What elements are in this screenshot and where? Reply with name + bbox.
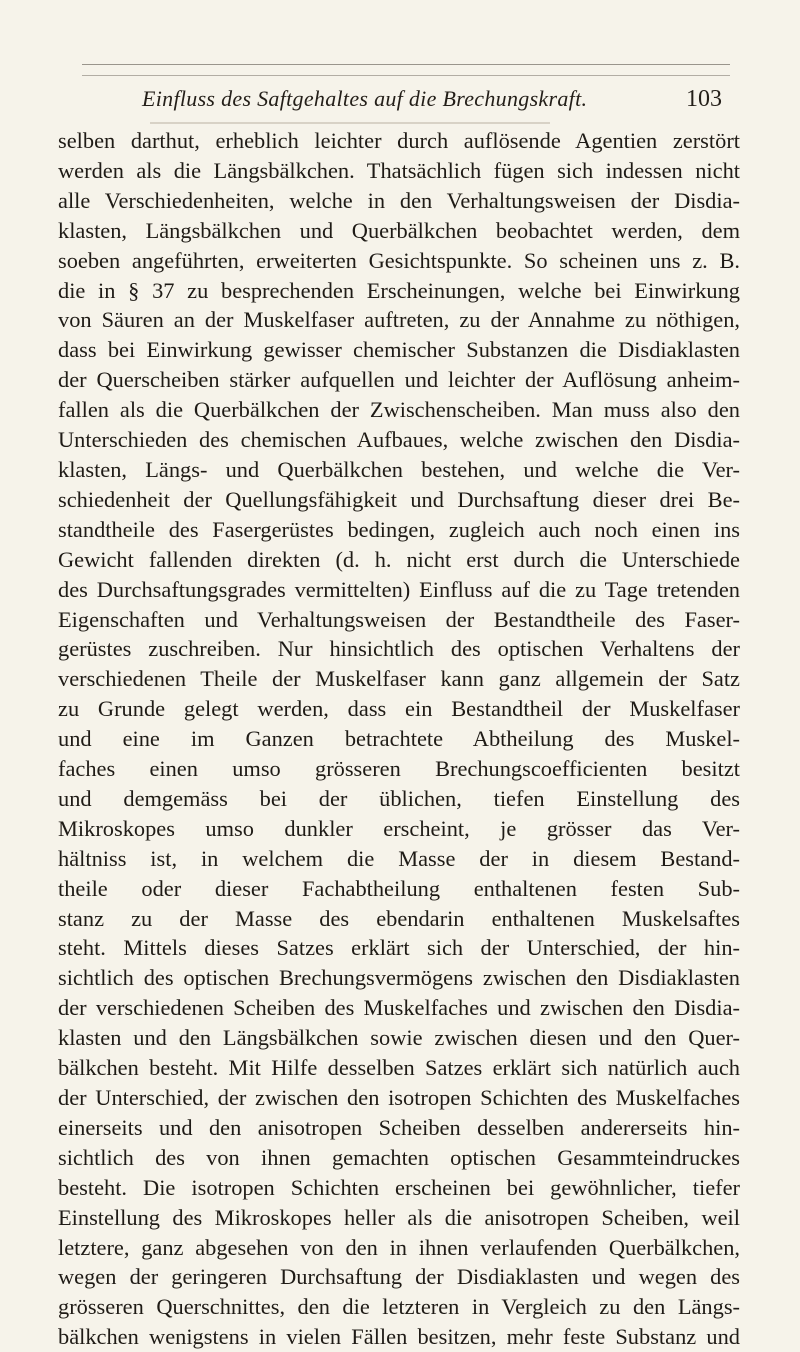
text-line: hältniss ist, in welchem die Masse der in diesem Bestand- [58,845,740,871]
text-line: bälkchen wenigstens in vielen Fällen besitzen, mehr feste Substanz und [58,1324,740,1350]
text-line: schiedenheit der Quellungsfähigkeit und Durchsaftung dieser drei Be- [58,486,740,512]
text-line: die in § 37 zu besprechenden Erscheinungen, welche bei Einwirkung [58,277,740,303]
text-line: Gewicht fallenden direkten (d. h. nicht erst durch die Unterschiede [58,546,740,572]
text-line: wegen der geringeren Durchsaftung der Disdiaklasten und wegen des [58,1264,740,1290]
text-line: zu Grunde gelegt werden, dass ein Bestandtheil der Muskelfaser [58,696,740,722]
text-line: der verschiedenen Scheiben des Muskelfaches und zwischen den Disdia- [58,995,740,1021]
text-line: einerseits und den anisotropen Scheiben desselben andererseits hin- [58,1114,740,1140]
text-line: Einstellung des Mikroskopes heller als die anisotropen Scheiben, weil [58,1204,740,1230]
text-line: sichtlich des optischen Brechungsvermögens zwischen den Disdiaklasten [58,965,740,991]
text-line: klasten und den Längsbälkchen sowie zwischen diesen und den Quer- [58,1025,740,1051]
text-line: standtheile des Fasergerüstes bedingen, zugleich auch noch einen ins [58,516,740,542]
text-line: selben darthut, erheblich leichter durch auflösende Agentien zerstört [58,128,740,153]
header-rule [150,122,550,124]
text-line: werden als die Längsbälkchen. Thatsächlich fügen sich indessen nicht [58,157,740,183]
text-line: alle Verschiedenheiten, welche in den Verhaltungsweisen der Disdia- [58,187,740,213]
text-line: des Durchsaftungsgrades vermittelten) Einfluss auf die zu Tage tretenden [58,576,740,602]
running-head: Einfluss des Saftgehaltes auf die Brechungskraft. [142,86,588,111]
text-line: und eine im Ganzen betrachtete Abtheilung des Muskel- [58,726,740,752]
text-line: Mikroskopes umso dunkler erscheint, je grösser das Ver- [58,815,740,841]
text-line: theile oder dieser Fachabtheilung enthaltenen festen Sub- [58,875,740,901]
body-text [58,126,740,1352]
text-line: von Säuren an der Muskelfaser auftreten, zu der Annahme zu nöthigen, [58,307,740,333]
text-line: letztere, ganz abgesehen von den in ihnen verlaufenden Querbälkchen, [58,1234,740,1260]
text-line: faches einen umso grösseren Brechungscoefficienten besitzt [58,756,740,782]
text-line: der Querscheiben stärker aufquellen und leichter der Auflösung anheim- [58,367,740,393]
text-line: gerüstes zuschreiben. Nur hinsichtlich des optischen Verhaltens der [58,636,740,662]
text-line: der Unterschied, der zwischen den isotropen Schichten des Muskelfaches [58,1085,740,1110]
text-line: grösseren Querschnittes, den die letzteren in Vergleich zu den Längs- [58,1294,740,1320]
page-header [94,86,722,120]
page-number: 103 [686,86,722,112]
text-line: steht. Mittels dieses Satzes erklärt sich der Unterschied, der hin- [58,935,740,961]
text-line: sichtlich des von ihnen gemachten optischen Gesammteindruckes [58,1144,740,1170]
top-rule [82,64,730,65]
text-line: Eigenschaften und Verhaltungsweisen der Bestandtheile des Faser- [58,606,740,632]
text-line: verschiedenen Theile der Muskelfaser kann ganz allgemein der Satz [58,666,740,692]
text-line: klasten, Längs- und Querbälkchen bestehen, und welche die Ver- [58,456,740,482]
text-line: und demgemäss bei der üblichen, tiefen Einstellung des [58,785,740,811]
text-line: dass bei Einwirkung gewisser chemischer Substanzen die Disdiaklasten [58,337,740,363]
text-line: Unterschieden des chemischen Aufbaues, welche zwischen den Disdia- [58,427,740,453]
text-line: klasten, Längsbälkchen und Querbälkchen beobachtet werden, dem [58,217,740,243]
top-rule-secondary [82,75,730,76]
text-line: fallen als die Querbälkchen der Zwischenscheiben. Man muss also den [58,397,740,423]
text-line: bälkchen besteht. Mit Hilfe desselben Satzes erklärt sich natürlich auch [58,1055,740,1081]
text-line: soeben angeführten, erweiterten Gesichtspunkte. So scheinen uns z. B. [58,247,740,273]
text-line: stanz zu der Masse des ebendarin enthaltenen Muskelsaftes [58,905,740,931]
text-line: besteht. Die isotropen Schichten erscheinen bei gewöhnlicher, tiefer [58,1174,740,1200]
